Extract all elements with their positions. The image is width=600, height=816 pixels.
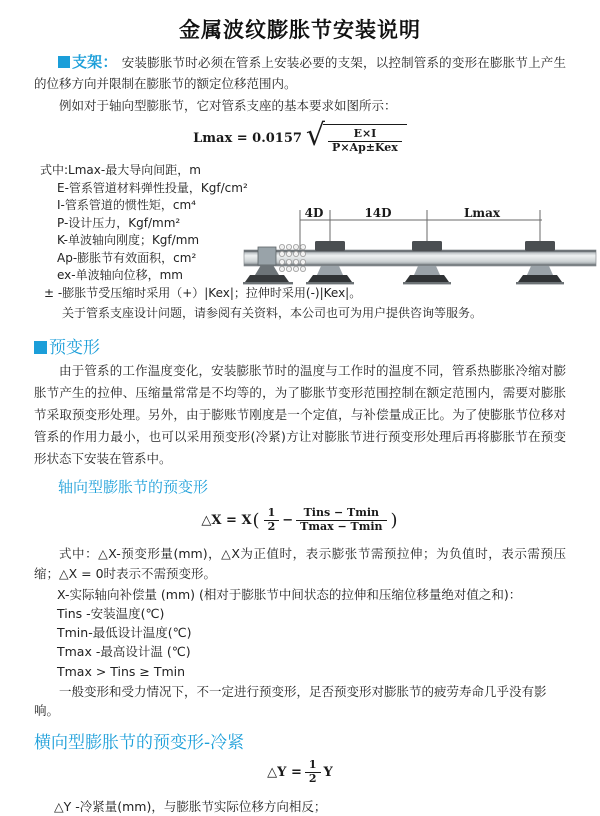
dim-label-4d: 4D — [304, 206, 324, 220]
document-body — [34, 52, 566, 816]
temperature-fraction — [296, 507, 386, 533]
lateral-note: △Y -冷紧量(mm)，与膨胀节实际位移方向相反； — [54, 798, 327, 814]
lateral-subheader: 横向型膨胀节的预变形-冷紧 — [34, 732, 245, 753]
axial-notes — [34, 544, 566, 721]
definition-item: Ap-膨胀节有效面积，cm² — [57, 250, 197, 265]
open-paren: ( — [252, 510, 260, 531]
definition-item: E-管系管道材料弹性投量，Kgf/cm² — [57, 180, 248, 195]
definition-item: ex-单波轴向位移，mm — [57, 268, 183, 282]
radical-sign: √ — [305, 118, 326, 154]
definition-item: K-单波轴向刚度；Kgf/mm — [57, 233, 200, 247]
predeform-header-label: 预变形 — [49, 337, 100, 358]
lmax-fraction — [328, 128, 402, 154]
document-page — [0, 14, 600, 814]
radicand — [323, 124, 407, 154]
definition-item: P-设计压力，Kgf/mm² — [57, 215, 181, 230]
lateral-fraction — [305, 759, 321, 785]
section-square-icon — [58, 56, 70, 68]
definition-item: 式中:Lmax-最大导向间距，m — [40, 163, 201, 177]
lmax-formula — [34, 120, 566, 156]
page-title: 金属波纹膨胀节安装说明 — [179, 18, 421, 42]
note-line: 一般变形和受力情况下，不一定进行预变形，足否预变形对膨胀节的疲劳寿命几乎没有影响。 — [34, 683, 547, 719]
axial-formula-prefix: △X = X — [201, 513, 252, 528]
half-numerator: 1 — [267, 506, 276, 520]
lateral-denominator: 2 — [305, 772, 321, 786]
pipe-support-diagram — [242, 204, 598, 302]
half-fraction — [264, 507, 280, 533]
lateral-formula-prefix: △Y = — [267, 765, 302, 781]
lateral-formula-suffix: Y — [323, 765, 333, 781]
definition-item: ± -膨胀节受压缩时采用（+）|Kex|；拉伸时采用(-)|Kex|。 — [44, 285, 362, 300]
note-line: 式中：△X-预变形量(mm)，△X为正值时，表示膨张节需预拉伸；为负值时，表示需预压缩；△X = 0时表示不需预变形。 — [34, 545, 566, 581]
dim-label-lmax: Lmax — [463, 206, 501, 220]
note-line: Tmax > Tins ≥ Tmin — [57, 663, 186, 679]
radical-group — [305, 118, 407, 154]
temperature-denominator: Tmax − Tmin — [296, 520, 386, 534]
close-paren: ) — [390, 510, 398, 531]
definition-item: I-管系管道的惯性矩，cm⁴ — [57, 198, 196, 212]
predeform-paragraph: 由于管系的工作温度变化，安装膨胀节时的温度与工作时的温度不同，管系热膨胀冷缩对膨胀节产生的拉伸、压缩量常常是不均等的，为了膨胀节变形范围控制在额定范围内，需要对膨胀节采取预变形处理。另外，由于膨账节刚度是一个定值，与补偿量成正比。为了使膨胀节位移对管系的作用力最小，也可以采用预变形(冷紧)方让对膨胀节进行预变形处理后再将膨胀节在预变形状态下安装在管系中。 — [34, 362, 566, 466]
lmax-formula-prefix: Lmax = 0.0157 — [193, 130, 302, 146]
minus-sign: − — [282, 513, 294, 528]
half-denominator: 2 — [264, 520, 280, 534]
note-line: Tmax -最高设计温 (℃) — [57, 644, 191, 660]
support-example-line: 例如对于轴向型膨胀节，它对管系支座的基本要求如图所示： — [59, 98, 397, 113]
lmax-denominator: P×Ap±Kex — [328, 141, 402, 155]
note-line: Tmin-最低设计温度(℃) — [57, 625, 192, 641]
section-square-icon — [34, 341, 47, 354]
note-line: Tins -安装温度(℃) — [57, 605, 165, 621]
dim-label-14d: 14D — [364, 206, 392, 220]
support-section-header — [58, 53, 118, 71]
lateral-numerator: 1 — [308, 758, 317, 772]
predeform-section-header — [34, 333, 566, 358]
support-paragraph — [34, 52, 566, 94]
axial-subheader: 轴向型膨胀节的预变形 — [58, 477, 209, 496]
support-header-label: 支架： — [71, 53, 118, 71]
support-intro-text: 安装膨胀节时必须在管系上安装必要的支架，以控制管系的变形在膨胀节上产生的位移方向并限制在膨胀节的额定位移范围内。 — [34, 55, 566, 91]
temperature-numerator: Tins − Tmin — [303, 506, 380, 520]
axial-formula — [34, 504, 566, 538]
note-line: X-实际轴向补偿量 (mm) (相对于膨胀节中间状态的拉伸和压缩位移量绝对值之和)： — [57, 586, 522, 602]
lateral-formula — [34, 758, 566, 788]
definition-item: 关于管系支座设计问题，请参阅有关资料，本公司也可为用户提供咨询等服务。 — [62, 306, 483, 320]
lmax-numerator: E×I — [353, 127, 377, 141]
